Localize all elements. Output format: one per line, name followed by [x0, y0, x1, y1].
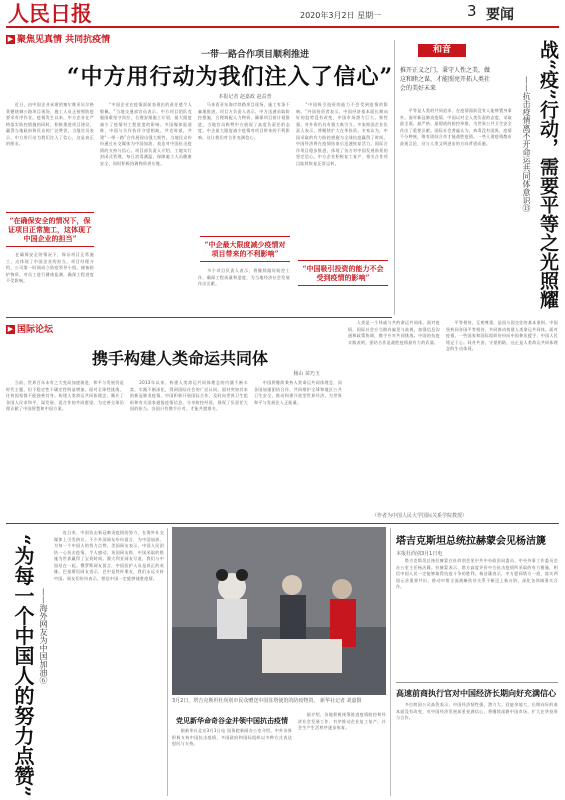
section-tag-label: 聚焦见真情 共同抗疫情 [17, 35, 111, 45]
article-column: 在确保安全的情况下，保证项目正常施工，这体现了中国企业的担当。项目经理介绍，公司第一时间成立防疫领导小组，储备防护物资，对员工进行健康监测，确保工程进度不受影响。 [6, 252, 94, 283]
article-column: 据介绍，各地积极统筹推进疫情防控和经济社会发展工作，有序推动企业复工复产，社会生产生活秩序逐步恢复。 [298, 712, 386, 730]
top-byline: 本报记者 赵嘉政 赵益普 [218, 94, 272, 100]
mid-byline: 杨山 苗巧玉 [293, 371, 320, 377]
column-divider [394, 40, 395, 315]
photo-illustration [172, 527, 386, 695]
article-column: 2013年以来，构建人类命运共同体理念的内涵不断丰富，实践不断深化，得到国际社会的广泛认同。面对突如其来的新冠肺炎疫情，中国积极开展国际合作，及时向世界卫生组织和有关国家通报疫情信息，分享防控经验，展现了负责任大国的担当。各国只有携手应对，才能共渡难关。 [130, 380, 248, 411]
pullquote-3: “中国吸引投资的能力不会受到疫情的影响” [298, 260, 388, 286]
bottom-left-subhead: ——海外网友为中国加油⑥ [39, 588, 48, 684]
pullquote-2: “中企最大限度减少疫情对项目带来的不利影响” [200, 236, 290, 262]
brief-headline-2: 高速前商执行官对中国经济长期向好充满信心 [396, 688, 556, 698]
article-column: 马来西亚东海岸铁路项目现场，施工有条不紊地推进。项目方负责人表示，中方迅速采取防控措施，合理调配人力物资，确保项目按计划推进。当地官员称赞中方展现了高度负责任的态度，中企最大限度减少疫情对项目带来的不利影响，这让我们对合作充满信心。 [198, 102, 290, 140]
article-column: 多个项目负责人表示，将继续做好防控工作，确保工程质量和进度，为当地经济社会发展作出贡献。 [198, 268, 290, 286]
column-intro: 推开正义之门，秉守人性之美，做这和睦之谋，才能照亮开拓人类社会的美好未来 [400, 67, 491, 92]
bottom-left-headline: “为每一个中国人的努力点赞” [11, 534, 35, 798]
top-headline: “中方用行动为我们注入了信心” [66, 64, 394, 90]
page-number: 3 [467, 2, 477, 20]
article-column: 塔吉克斯坦总统拉赫蒙在杜尚别会见中共中央政治局委员、中央外事工作委员会办公室主任杨洁篪。拉赫蒙表示，塔方高度评价中方抗击疫情所采取的有力措施，相信中国人民一定能够取得抗疫斗争的胜利。杨洁篪表示，中方愿同塔方一道，落实两国元首重要共识，推动中塔全面战略伙伴关系不断迈上新台阶，深化各领域务实合作。 [396, 558, 558, 589]
brief-headline: 党见新华命奇谷金并领中国抗击疫情 [176, 716, 288, 725]
author-note: （作者为中国人民大学国际关系学院教授） [372, 513, 468, 519]
mid-headline: 携手构建人类命运共同体 [91, 349, 268, 368]
article-column: 连日来，中国抗击新冠肺炎疫情的努力，在海外社交媒体上引发热议。不少外国网友纷纷留言，为中国加油，为每一个中国人的努力点赞。美国网友表示，中国人民团结一心抗击疫情，令人感动。英国网友称，中国采取的措施为世界赢得了宝贵时间。澳大利亚网友写道，我们与中国站在一起。俄罗斯网友留言，中国医护人员是真正的英雄。巴基斯坦网友表示，巴中是铁杆朋友，我们永远支持中国。网友们纷纷表示，相信中国一定能够战胜疫情。 [54, 530, 164, 581]
pullquote-1: “在确保安全的情况下，保证项目正常施工，这体现了中国企业的担当” [6, 212, 94, 247]
section-tag-label: 国际论坛 [17, 325, 54, 335]
section-rule [6, 523, 559, 524]
article-column: 据新华社北京3月1日电 国务院新闻办公室介绍，中外各界积极支持中国抗击疫情，多国政府和国际组织以多种方式表达慰问与支持。 [172, 728, 292, 746]
photo-caption: 3月2日，塔吉克斯坦杜尚别市民众赠送中国驻塔使馆的防疫物资。 新华社记者 刘嘉摄 [172, 698, 362, 704]
masthead-rule [6, 26, 559, 28]
article-column: “中国企业在疫情面前表现出的责任感令人敬佩。”当地交通部官员表示，中方项目团队克服困难坚守岗位，合理安排施工计划，最大限度减少了疫情对工程进度的影响。多国媒体报道称，中国与合作伙伴守望相助、共克时艰，共建“一带一路”合作展现出强大韧性。当地民众纷纷通过社交媒体为中国加油，表达对中国抗击疫情的支持与信心。项目部负责人介绍，工地实行封闭式管理，每日消毒测温，保障施工人员健康安全，同时积极协调物资供应链。 [100, 102, 192, 166]
divider [396, 682, 558, 683]
article-column: 多位跨国公司高管表示，中国经济韧性强、潜力大、回旋余地大，长期向好的基本面没有改变，对中国经济发展前景充满信心，将继续深耕中国市场，扩大在华投资与合作。 [396, 702, 558, 720]
article-column: 中国将继续秉持人类命运共同体理念，同各国加强团结合作，共同维护全球和地区公共卫生安全，推动构建开放型世界经济，为世界和平与发展注入正能量。 [254, 380, 342, 405]
article-column: 近日，由中国企业承建的塞尔维亚贝尔格莱德绕城公路项目现场，施工人员正按照防疫要求有序作业。疫情发生以来，中方企业在严格落实防控措施的同时，积极推进项目建设，赢得当地政府和民众的广泛赞誉。当地官员表示，中方用行动为我们注入了信心，这是真正的朋友。 [6, 102, 94, 146]
column-divider [167, 528, 168, 796]
article-column: “中国吸引投资的能力不会受到疫情的影响。”外国投资者表示，中国经济基本面长期向好的趋势没有改变，中国市场潜力巨大、韧性强，对外资仍具有强大吸引力。多家跨国企业负责人表示，将继续扩大在华投资。专家认为，中国采取的有力防控措施为全球抗疫赢得了时间，中国经济将在疫情结束后迅速恢复活力。国际合作项目稳步推进，体现了各方对中国发展前景的坚定信心。中方企业积极复工复产，相关合作项目陆续恢复正常运转。 [296, 102, 388, 166]
article-column: 人类是一个休戚与共的命运共同体。面对疫情，国际社会应当摒弃偏见与歧视，加强信息沟通和政策协调，携手应对共同挑战。中国的抗疫实践表明，团结合作是战胜疫情最有力的武器。 [348, 320, 440, 345]
column-body: 平等是人类的共同追求，在疫情面前没有人能够置身事外。面对新冠肺炎疫情，中国以对全人类负责的态度，采取最全面、最严格、最彻底的防控举措，为世界公共卫生安全作出了重要贡献。国际社会普遍认为，病毒没有国界，疫情不分种族，唯有团结合作才能战胜疫情。一些人借疫情散布歧视言论，这与人类文明进步的方向背道而驰。 [400, 108, 512, 146]
dateline: 本报杜尚别3月1日电 [396, 551, 443, 557]
article-column: 当前，世界百年未有之大变局加速演进，和平与发展仍是时代主题，但不稳定性不确定性明显增加。面对全球性挑战，任何国家都不能独善其身。构建人类命运共同体理念，顺应了各国人民求和平、谋发展、促合作的共同愿望，为完善全球治理贡献了中国智慧和中国方案。 [6, 380, 124, 411]
section-rule [6, 317, 392, 318]
column-headline: 战“疫”行动，需要平等之光照耀 [537, 40, 559, 309]
section-tag-top: ▶ 聚焦见真情 共同抗疫情 [7, 35, 111, 45]
article-column: 平等相待、互相尊重，是国与国交往的基本准则。中国坚持同各国平等相待，共同推动构建人类命运共同体。面对疫情，一些国家和国际组织纷纷向中国伸出援手，中国人民铭记于心。同舟共济、守望相助，这正是人类命运共同体理念的生动体现。 [446, 320, 558, 351]
column-tag: 和音 [418, 44, 466, 57]
bottom-right-headline: 塔吉克斯坦总统拉赫蒙会见杨洁篪 [396, 536, 546, 547]
newspaper-logo: 人民日报 [8, 1, 92, 26]
issue-date: 2020年3月2日 星期一 [300, 11, 382, 20]
section-tag-mid: ▶ 国际论坛 [7, 325, 54, 335]
column-subhead: ——抗击疫情离不开命运共同体意识⑬ [522, 76, 531, 212]
page-name: 要闻 [486, 7, 514, 23]
column-divider [390, 528, 391, 796]
kicker: 一带一路合作项目顺利推进 [200, 50, 309, 60]
news-photo [172, 527, 386, 695]
